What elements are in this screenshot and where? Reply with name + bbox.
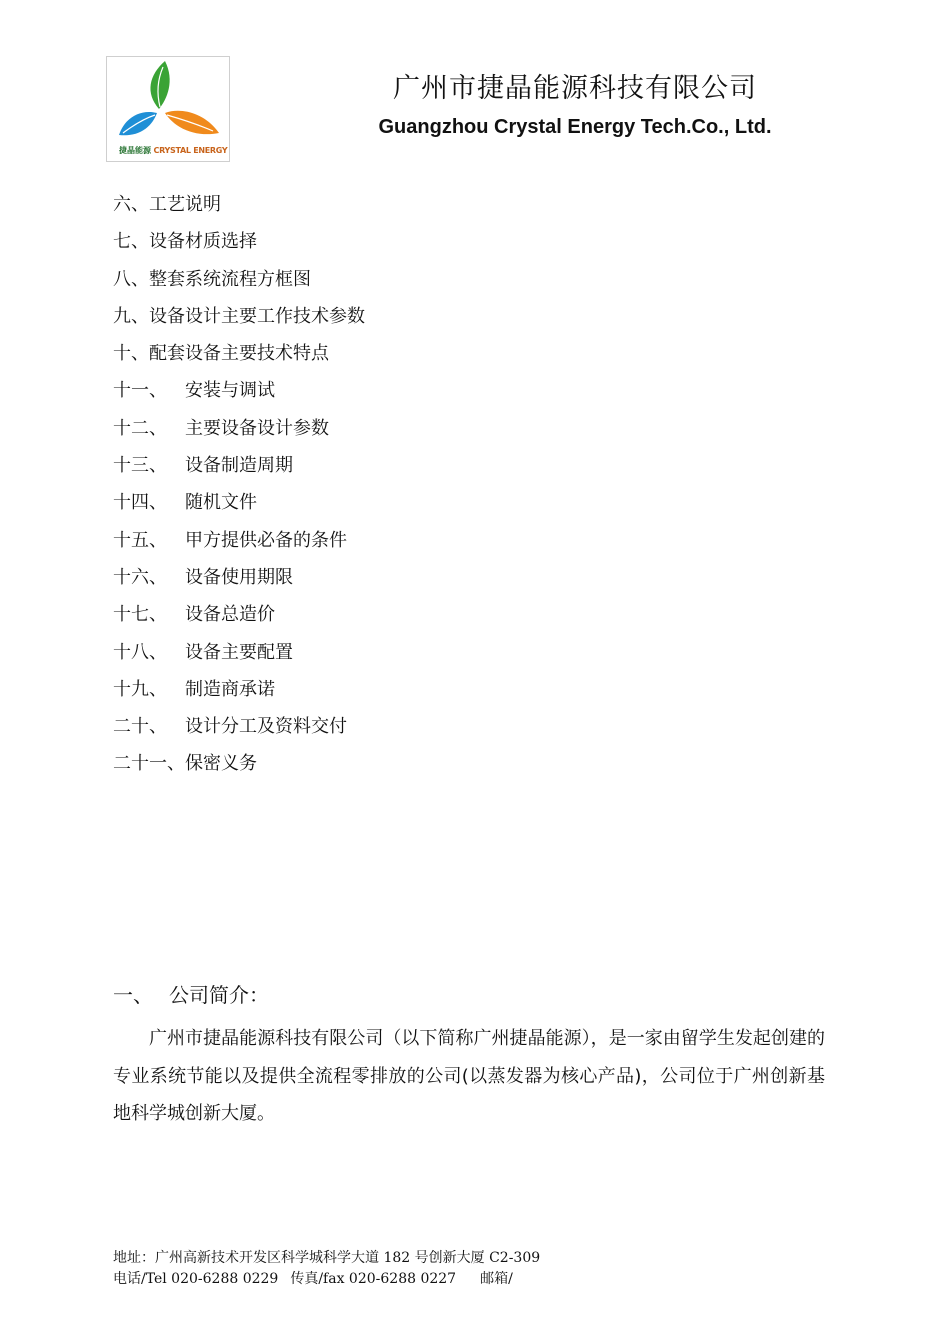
company-logo <box>106 56 230 162</box>
footer-contacts <box>113 1269 540 1290</box>
toc-item <box>113 634 365 671</box>
toc-item-number: 八、 <box>113 268 149 290</box>
toc-item <box>113 745 365 782</box>
toc-item-label: 设备制造周期 <box>185 455 293 477</box>
toc-item-label: 安装与调试 <box>185 380 275 402</box>
toc-item-number: 十二、 <box>113 417 167 439</box>
company-intro-paragraph: 广州市捷晶能源科技有限公司（以下简称广州捷晶能源），是一家由留学生发起创建的专业系统节能以及提供全流程零排放的公司(以蒸发器为核心产品)，公司位于广州创新基地科学城创新大厦。 <box>113 1028 825 1124</box>
toc-item <box>113 484 365 521</box>
toc-item <box>113 522 365 559</box>
toc-item-label: 设备材质选择 <box>149 231 257 253</box>
logo-text-cn: 捷晶能源 <box>119 146 151 155</box>
page-footer <box>113 1248 540 1290</box>
toc-item-label: 随机文件 <box>185 492 257 514</box>
toc-item <box>113 410 365 447</box>
footer-tel: 电话/Tel 020-6288 0229 <box>113 1271 279 1287</box>
company-name-en: Guangzhou Crystal Energy Tech.Co., Ltd. <box>378 116 772 138</box>
toc-item-number: 十九、 <box>113 678 167 700</box>
toc-item-label: 保密义务 <box>185 753 257 775</box>
toc-item <box>113 596 365 633</box>
toc-item-label: 设备设计主要工作技术参数 <box>149 305 365 327</box>
logo-wordmark <box>119 146 227 155</box>
company-name-cn: 广州市捷晶能源科技有限公司 <box>393 73 757 104</box>
toc-item-number: 六、 <box>113 194 149 215</box>
toc-item-number: 十六、 <box>113 566 167 588</box>
toc-item-number: 九、 <box>113 305 149 327</box>
toc-item <box>113 671 365 708</box>
section-title: 公司简介： <box>169 983 269 1007</box>
toc-item-number: 七、 <box>113 231 149 253</box>
toc-item-label: 甲方提供必备的条件 <box>185 529 347 551</box>
toc-item-label: 整套系统流程方框图 <box>149 268 311 290</box>
footer-mail: 邮箱/ <box>480 1271 513 1287</box>
toc-item-label: 设备使用期限 <box>185 566 293 588</box>
section-number: 一、 <box>113 983 153 1007</box>
toc-item-number: 十五、 <box>113 529 167 551</box>
toc-item <box>113 559 365 596</box>
toc-item-label: 制造商承诺 <box>185 678 275 700</box>
section-heading <box>113 980 269 1010</box>
toc-item <box>113 335 365 372</box>
toc-item-number: 十一、 <box>113 380 167 402</box>
toc-item-number: 十、 <box>113 343 149 365</box>
toc-item-label: 主要设备设计参数 <box>185 417 329 439</box>
toc-item <box>113 261 365 298</box>
toc-item-label: 设备主要配置 <box>185 641 293 663</box>
logo-text-en: CRYSTAL ENERGY <box>153 146 228 155</box>
toc-item-number: 二十一、 <box>113 753 185 775</box>
toc-item-label: 设备总造价 <box>185 604 275 626</box>
toc-item <box>113 372 365 409</box>
toc-item-label: 工艺说明 <box>149 194 221 215</box>
toc-item-number: 十七、 <box>113 604 167 626</box>
toc-item-label: 设计分工及资料交付 <box>185 716 347 738</box>
toc-item-number: 十八、 <box>113 641 167 663</box>
table-of-contents <box>113 186 365 783</box>
toc-item <box>113 447 365 484</box>
toc-item <box>113 708 365 745</box>
toc-item-number: 十三、 <box>113 455 167 477</box>
toc-item <box>113 223 365 260</box>
toc-item-number: 十四、 <box>113 492 167 514</box>
footer-fax: 传真/fax 020-6288 0227 <box>290 1271 457 1287</box>
footer-address: 地址：广州高新技术开发区科学城科学大道 182 号创新大厦 C2-309 <box>113 1250 541 1266</box>
toc-item <box>113 186 365 223</box>
toc-item <box>113 298 365 335</box>
toc-item-number: 二十、 <box>113 716 167 738</box>
toc-item-label: 配套设备主要技术特点 <box>149 343 329 365</box>
